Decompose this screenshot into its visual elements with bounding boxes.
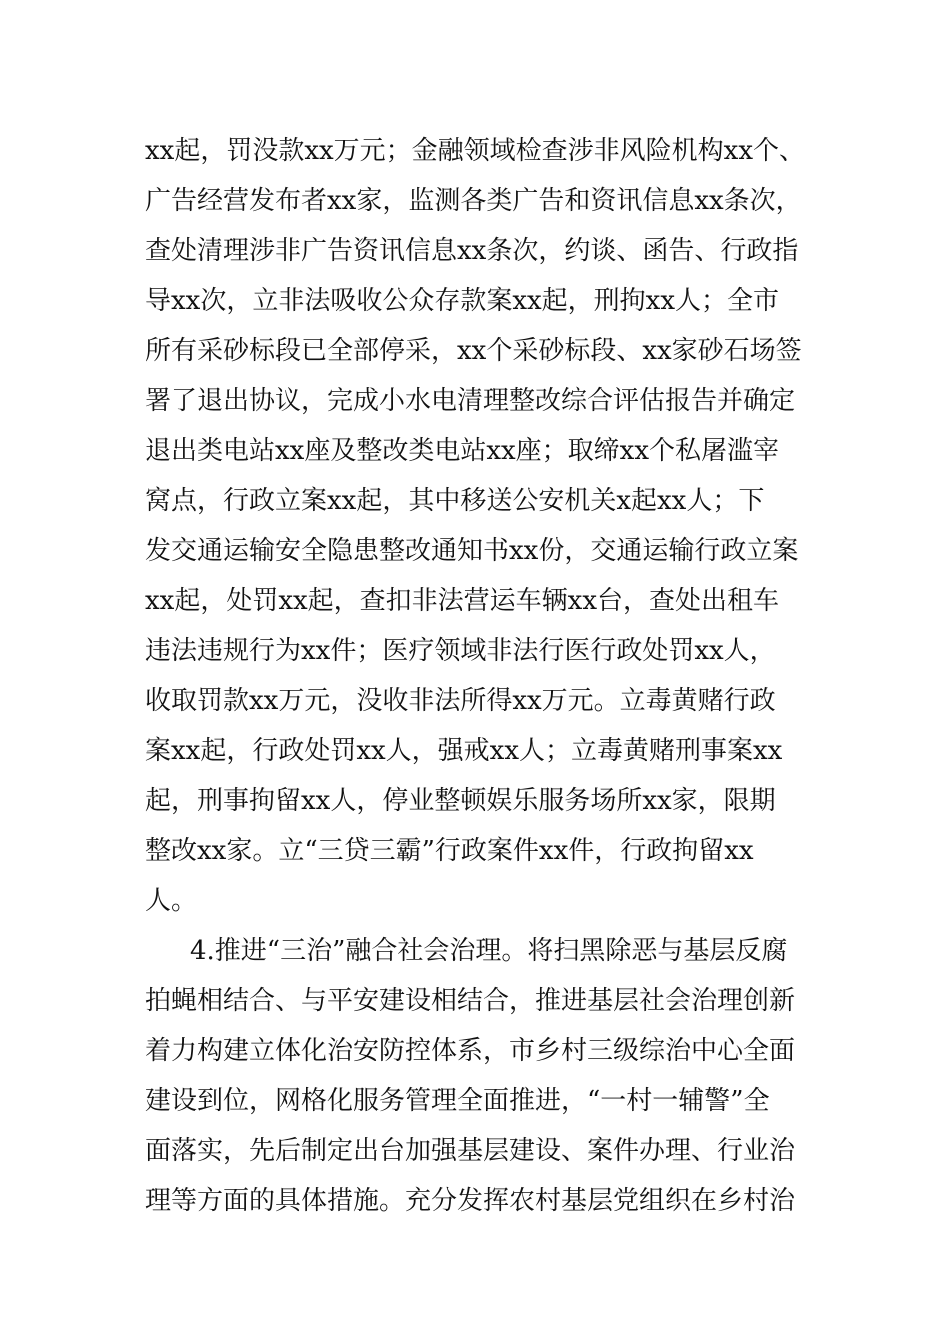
text-line: 收取罚款xx万元，没收非法所得xx万元。立毒黄赌行政 xyxy=(145,686,776,716)
section-heading-line: 4.推进“三治”融合社会治理。将扫黑除恶与基层反腐 xyxy=(190,936,788,966)
text-line: 建设到位，网格化服务管理全面推进，“一村一辅警”全 xyxy=(145,1086,770,1116)
text-line: 广告经营发布者xx家，监测各类广告和资讯信息xx条次， xyxy=(145,186,802,216)
text-line: 所有采砂标段已全部停采，xx个采砂标段、xx家砂石场签 xyxy=(145,336,802,366)
text-line: 导xx次，立非法吸收公众存款案xx起，刑拘xx人；全市 xyxy=(145,286,779,316)
text-line: 案xx起，行政处罚xx人，强戒xx人；立毒黄赌刑事案xx xyxy=(145,736,783,766)
text-line: 退出类电站xx座及整改类电站xx座；取缔xx个私屠滥宰 xyxy=(145,436,779,466)
text-line: xx起，罚没款xx万元；金融领域检查涉非风险机构xx个、 xyxy=(145,136,805,166)
text-line: 面落实，先后制定出台加强基层建设、案件办理、行业治 xyxy=(145,1136,796,1166)
text-line: 署了退出协议，完成小水电清理整改综合评估报告并确定 xyxy=(145,386,796,416)
text-line: 查处清理涉非广告资讯信息xx条次，约谈、函告、行政指 xyxy=(145,236,799,266)
text-line: 整改xx家。立“三贷三霸”行政案件xx件，行政拘留xx xyxy=(145,836,754,866)
text-line: 人。 xyxy=(145,886,198,916)
text-line: 着力构建立体化治安防控体系，市乡村三级综治中心全面 xyxy=(145,1036,796,1066)
text-line: 窝点，行政立案xx起，其中移送公安机关x起xx人；下 xyxy=(145,486,765,516)
text-line: 拍蝇相结合、与平安建设相结合，推进基层社会治理创新 xyxy=(145,986,796,1016)
text-line: 理等方面的具体措施。充分发挥农村基层党组织在乡村治 xyxy=(145,1186,796,1216)
text-line: 违法违规行为xx件；医疗领域非法行医行政处罚xx人， xyxy=(145,636,776,666)
text-line: xx起，处罚xx起，查扣非法营运车辆xx台，查处出租车 xyxy=(145,586,779,616)
text-line: 发交通运输安全隐患整改通知书xx份，交通运输行政立案 xyxy=(145,536,799,566)
text-line: 起，刑事拘留xx人，停业整顿娱乐服务场所xx家，限期 xyxy=(145,786,776,816)
